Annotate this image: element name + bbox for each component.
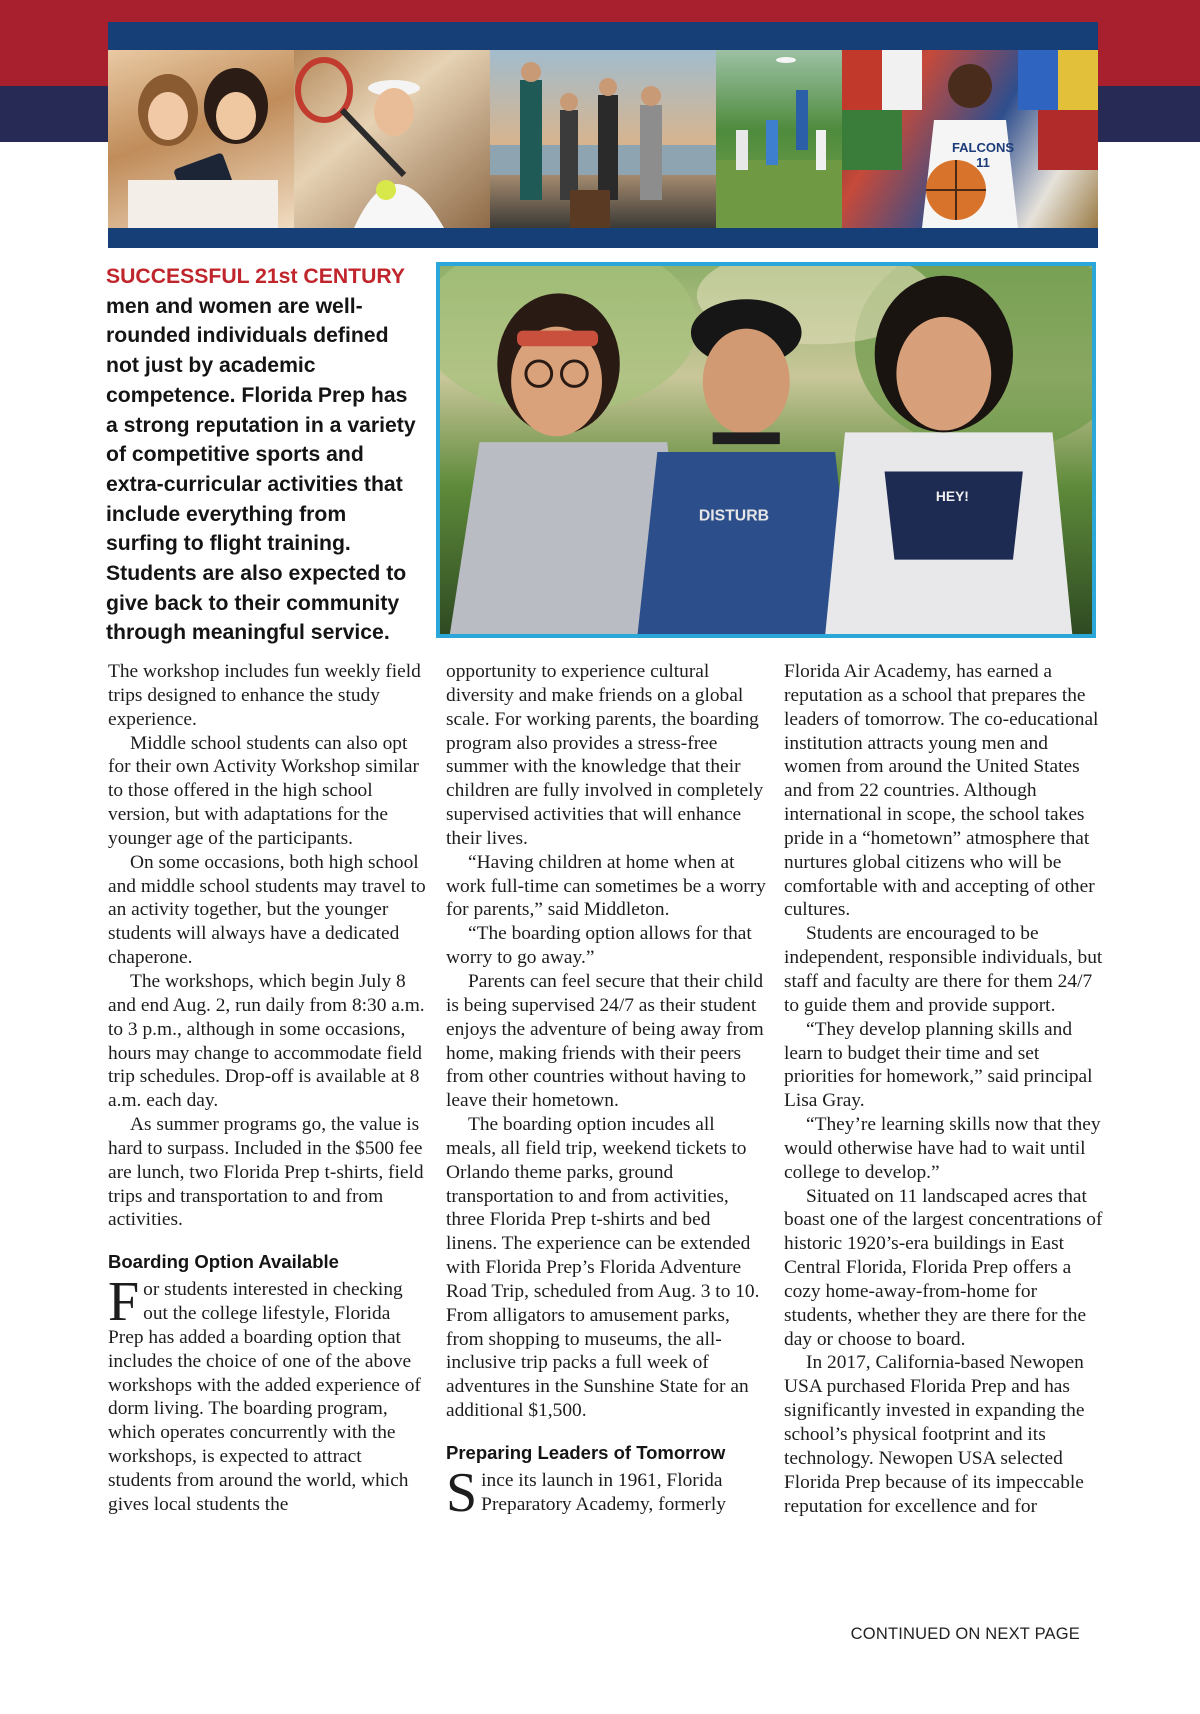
photo-students-beach: [490, 50, 716, 228]
paragraph: Students are encouraged to be independent, responsible individuals, but staff and faculty are there for them 24/7 to guide them and provide support.: [784, 923, 1103, 1016]
paragraph: “Having children at home when at work full-time can sometimes be a worry for parents,” said Middleton.: [446, 851, 766, 921]
lead-intro: [106, 262, 422, 648]
section-heading-boarding: Boarding Option Available: [108, 1251, 339, 1273]
article-column-2: [446, 660, 766, 1524]
paragraph: “They’re learning skills now that they would otherwise have had to wait until college to develop.”: [784, 1114, 1101, 1183]
paragraph: On some occasions, both high school and middle school students may travel to an activity together, but the younger students will always have a dedicated chaperone.: [108, 851, 426, 969]
paragraph: As summer programs go, the value is hard to surpass. Included in the $500 fee are lunch, two Florida Prep t-shirts, field trips and transportation to and from activities.: [108, 1114, 424, 1231]
paragraph: opportunity to experience cultural diversity and make friends on a global scale. For working parents, the boarding program also provides a stress-free summer with the knowledge that their children are fully involved in completely supervised activities that will enhance their lives.: [446, 661, 764, 849]
lead-text: men and women are well-rounded individuals defined not just by academic competence. Florida Prep has a strong reputation in a variety of competitive sports and extra-curricular activities that include everything from surfing to flight training. Students are also expected to give back to their community through meaningful service.: [106, 294, 416, 645]
paragraph-text: ince its launch in 1961, Florida Preparatory Academy, formerly: [481, 1470, 726, 1515]
photo-frisbee-game: [716, 50, 842, 228]
lead-kicker: SUCCESSFUL 21st CENTURY: [106, 265, 405, 288]
section-heading-leaders: Preparing Leaders of Tomorrow: [446, 1442, 726, 1463]
paragraph: The workshops, which begin July 8 and end Aug. 2, run daily from 8:30 a.m. to 3 p.m., although in some occasions, hours may change to accommodate field trip schedules. Drop-off is available at 8 a.m. each day.: [108, 970, 425, 1112]
paragraph: “They develop planning skills and learn to budget their time and set priorities for homework,” said principal Lisa Gray.: [784, 1018, 1093, 1112]
paragraph: In 2017, California-based Newopen USA purchased Florida Prep and has significantly invested in expanding the school’s physical footprint and its technology. Newopen USA selected Florida Prep because of its impeccable reputation for excellence and for: [784, 1352, 1085, 1517]
paragraph: Parents can feel secure that their child is being supervised 24/7 as their student enjoys the adventure of being away from home, making friends with their peers from other countries without having to leave their hometown.: [446, 970, 764, 1112]
shirt-text-left: DISTURB: [698, 507, 770, 525]
photo-strip: [108, 22, 1098, 248]
main-photo-three-students: [436, 262, 1096, 638]
dropcap: S: [446, 1462, 478, 1524]
paragraph-with-dropcap: [446, 1462, 766, 1524]
photo-students-tablet: [108, 50, 294, 228]
paragraph: Situated on 11 landscaped acres that boast one of the largest concentrations of historic 1920’s-era buildings in East Central Florida, Florida Prep offers a cozy home-away-from-home for students, whether they are there for the day or choose to board.: [784, 1185, 1103, 1350]
paragraph: “The boarding option allows for that worry to go away.”: [446, 923, 752, 969]
paragraph-with-dropcap: [108, 1271, 428, 1516]
article-column-3: [784, 660, 1104, 1518]
jersey-text: FALCONS 11: [951, 140, 1015, 170]
paragraph: The workshop includes fun weekly field trips designed to enhance the study experience.: [108, 661, 421, 730]
photo-basketball-player: [842, 50, 1098, 228]
paragraph: Middle school students can also opt for their own Activity Workshop similar to those offered in the high school version, but with adaptations for the younger age of the participants.: [108, 732, 419, 849]
article-column-1: [108, 660, 428, 1517]
shirt-text-right: HEY!: [935, 488, 969, 504]
dropcap: F: [108, 1271, 140, 1334]
continued-on-next-page: CONTINUED ON NEXT PAGE: [850, 1625, 1080, 1643]
paragraph-text: or students interested in checking out the college lifestyle, Florida Prep has added a boarding option that includes the choice of one of the above workshops with the added experience of dorm living. The boarding program, which operates concurrently with the workshops, is expected to attract students from around the world, which gives local students the: [108, 1279, 421, 1515]
photo-tennis-player: [294, 50, 490, 228]
paragraph: The boarding option incudes all meals, all field trip, weekend tickets to Orlando theme parks, ground transportation to and from activities, three Florida Prep t-shirts and bed linens. The experience can be extended with Florida Prep’s Florida Adventure Road Trip, scheduled from Aug. 3 to 10. From alligators to amusement parks, from shopping to museums, the all-inclusive trip packs a full week of adventures in the Sunshine State for an additional $1,500.: [446, 1114, 760, 1422]
paragraph: Florida Air Academy, has earned a reputation as a school that prepares the leaders of tomorrow. The co-educational institution attracts young men and women from around the United States and from 22 countries. Although international in scope, the school takes pride in a “hometown” atmosphere that nurtures global citizens who will be comfortable with and accepting of other cultures.: [784, 661, 1099, 921]
